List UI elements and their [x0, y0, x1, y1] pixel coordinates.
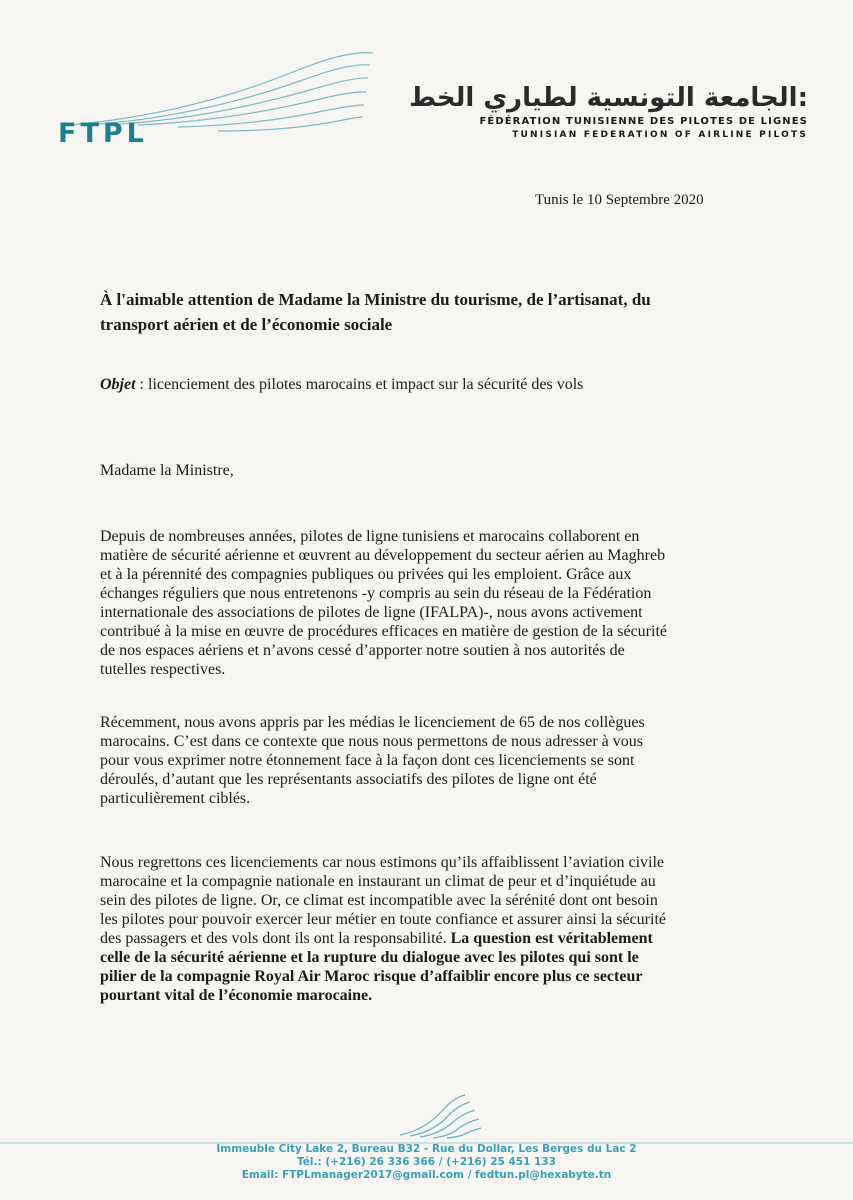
paragraph-emphasis-line: pourtant vital de l’économie marocaine.	[100, 987, 373, 1004]
paragraph-line: déroulés, d’autant que les représentants associatifs des pilotes de ligne ont été	[100, 771, 597, 788]
paragraph-line: marocaine et la compagnie nationale en instaurant un climat de peur et d’inquiétude au	[100, 873, 656, 890]
paragraph-line: Nous regrettons ces licenciements car nous estimons qu’ils affaiblissent l’aviation civile	[100, 854, 664, 871]
paragraph-2	[100, 713, 760, 808]
paragraph-line: de nos espaces aériens et n’avons cessé d’apporter notre soutien à nos autorités de	[100, 642, 625, 659]
federation-name-arabic: :الجامعة التونسية لطياري الخط	[409, 83, 808, 113]
footer-phone: Tél.: (+216) 26 336 366 / (+216) 25 451 133	[297, 1156, 556, 1168]
footer-address: Immeuble City Lake 2, Bureau B32 - Rue du Dollar, Les Berges du Lac 2	[216, 1143, 637, 1155]
paragraph-line: sein des pilotes de ligne. Or, ce climat est incompatible avec la sérénité dont ont besoin	[100, 892, 658, 909]
salutation: Madame la Ministre,	[100, 462, 234, 479]
paragraph-line: particulièrement ciblés.	[100, 790, 251, 807]
paragraph-text: des passagers et des vols dont ils ont la responsabilité.	[100, 930, 451, 947]
paragraph-line: contribué à la mise en œuvre de procédures efficaces en matière de gestion de la sécurité	[100, 623, 667, 640]
paragraph-line: pour vous exprimer notre étonnement face à la façon dont ces licenciements se sont	[100, 752, 635, 769]
recipient-line: À l'aimable attention de Madame la Ministre du tourisme, de l’artisanat, du	[100, 290, 651, 309]
paragraph-emphasis: La question est véritablement	[450, 930, 653, 947]
recipient-line: transport aérien et de l’économie sociale	[100, 315, 393, 334]
paragraph-line: et à la pérennité des compagnies publiques ou privées qui les emploient. Grâce aux	[100, 566, 632, 583]
federation-name-french: FÉDÉRATION TUNISIENNE DES PILOTES DE LIGNES	[479, 116, 808, 127]
recipient-block	[100, 287, 790, 337]
footer-email: Email: FTPLmanager2017@gmail.com / fedtun.pl@hexabyte.tn	[241, 1169, 612, 1181]
paragraph-emphasis-line: celle de la sécurité aérienne et la rupture du dialogue avec les pilotes qui sont le	[100, 949, 639, 966]
subject-text: : licenciement des pilotes marocains et impact sur la sécurité des vols	[135, 376, 584, 393]
paragraph-line: les pilotes pour pouvoir exercer leur métier en toute confiance et assurer ainsi la sécurité	[100, 911, 666, 928]
paragraph-line: internationale des associations de pilotes de ligne (IFALPA)-, nous avons activement	[100, 604, 643, 621]
subject-line	[100, 376, 790, 394]
federation-name-english: TUNISIAN FEDERATION OF AIRLINE PILOTS	[512, 130, 808, 140]
paragraph-line: marocains. C’est dans ce contexte que nous nous permettons de nous adresser à vous	[100, 733, 643, 750]
paragraph-line: Depuis de nombreuses années, pilotes de ligne tunisiens et marocains collaborent en	[100, 528, 640, 545]
paragraph-line: matière de sécurité aérienne et œuvrent au développement du secteur aérien au Maghreb	[100, 547, 666, 564]
footer-wing-icon	[395, 1090, 485, 1140]
footer-contact	[0, 1143, 853, 1182]
paragraph-emphasis-line: pilier de la compagnie Royal Air Maroc risque d’affaiblir encore plus ce secteur	[100, 968, 643, 985]
ftpl-logo-text: FTPL	[58, 118, 148, 149]
subject-label: Objet	[100, 376, 136, 393]
paragraph-line-mixed	[100, 929, 760, 948]
paragraph-1	[100, 527, 760, 679]
paragraph-line: Récemment, nous avons appris par les médias le licenciement de 65 de nos collègues	[100, 714, 645, 731]
paragraph-3	[100, 853, 760, 1005]
paragraph-line: échanges réguliers que nous entretenons -y compris au sein du réseau de la Fédération	[100, 585, 652, 602]
paragraph-line: tutelles respectives.	[100, 661, 226, 678]
letter-date: Tunis le 10 Septembre 2020	[535, 192, 704, 208]
